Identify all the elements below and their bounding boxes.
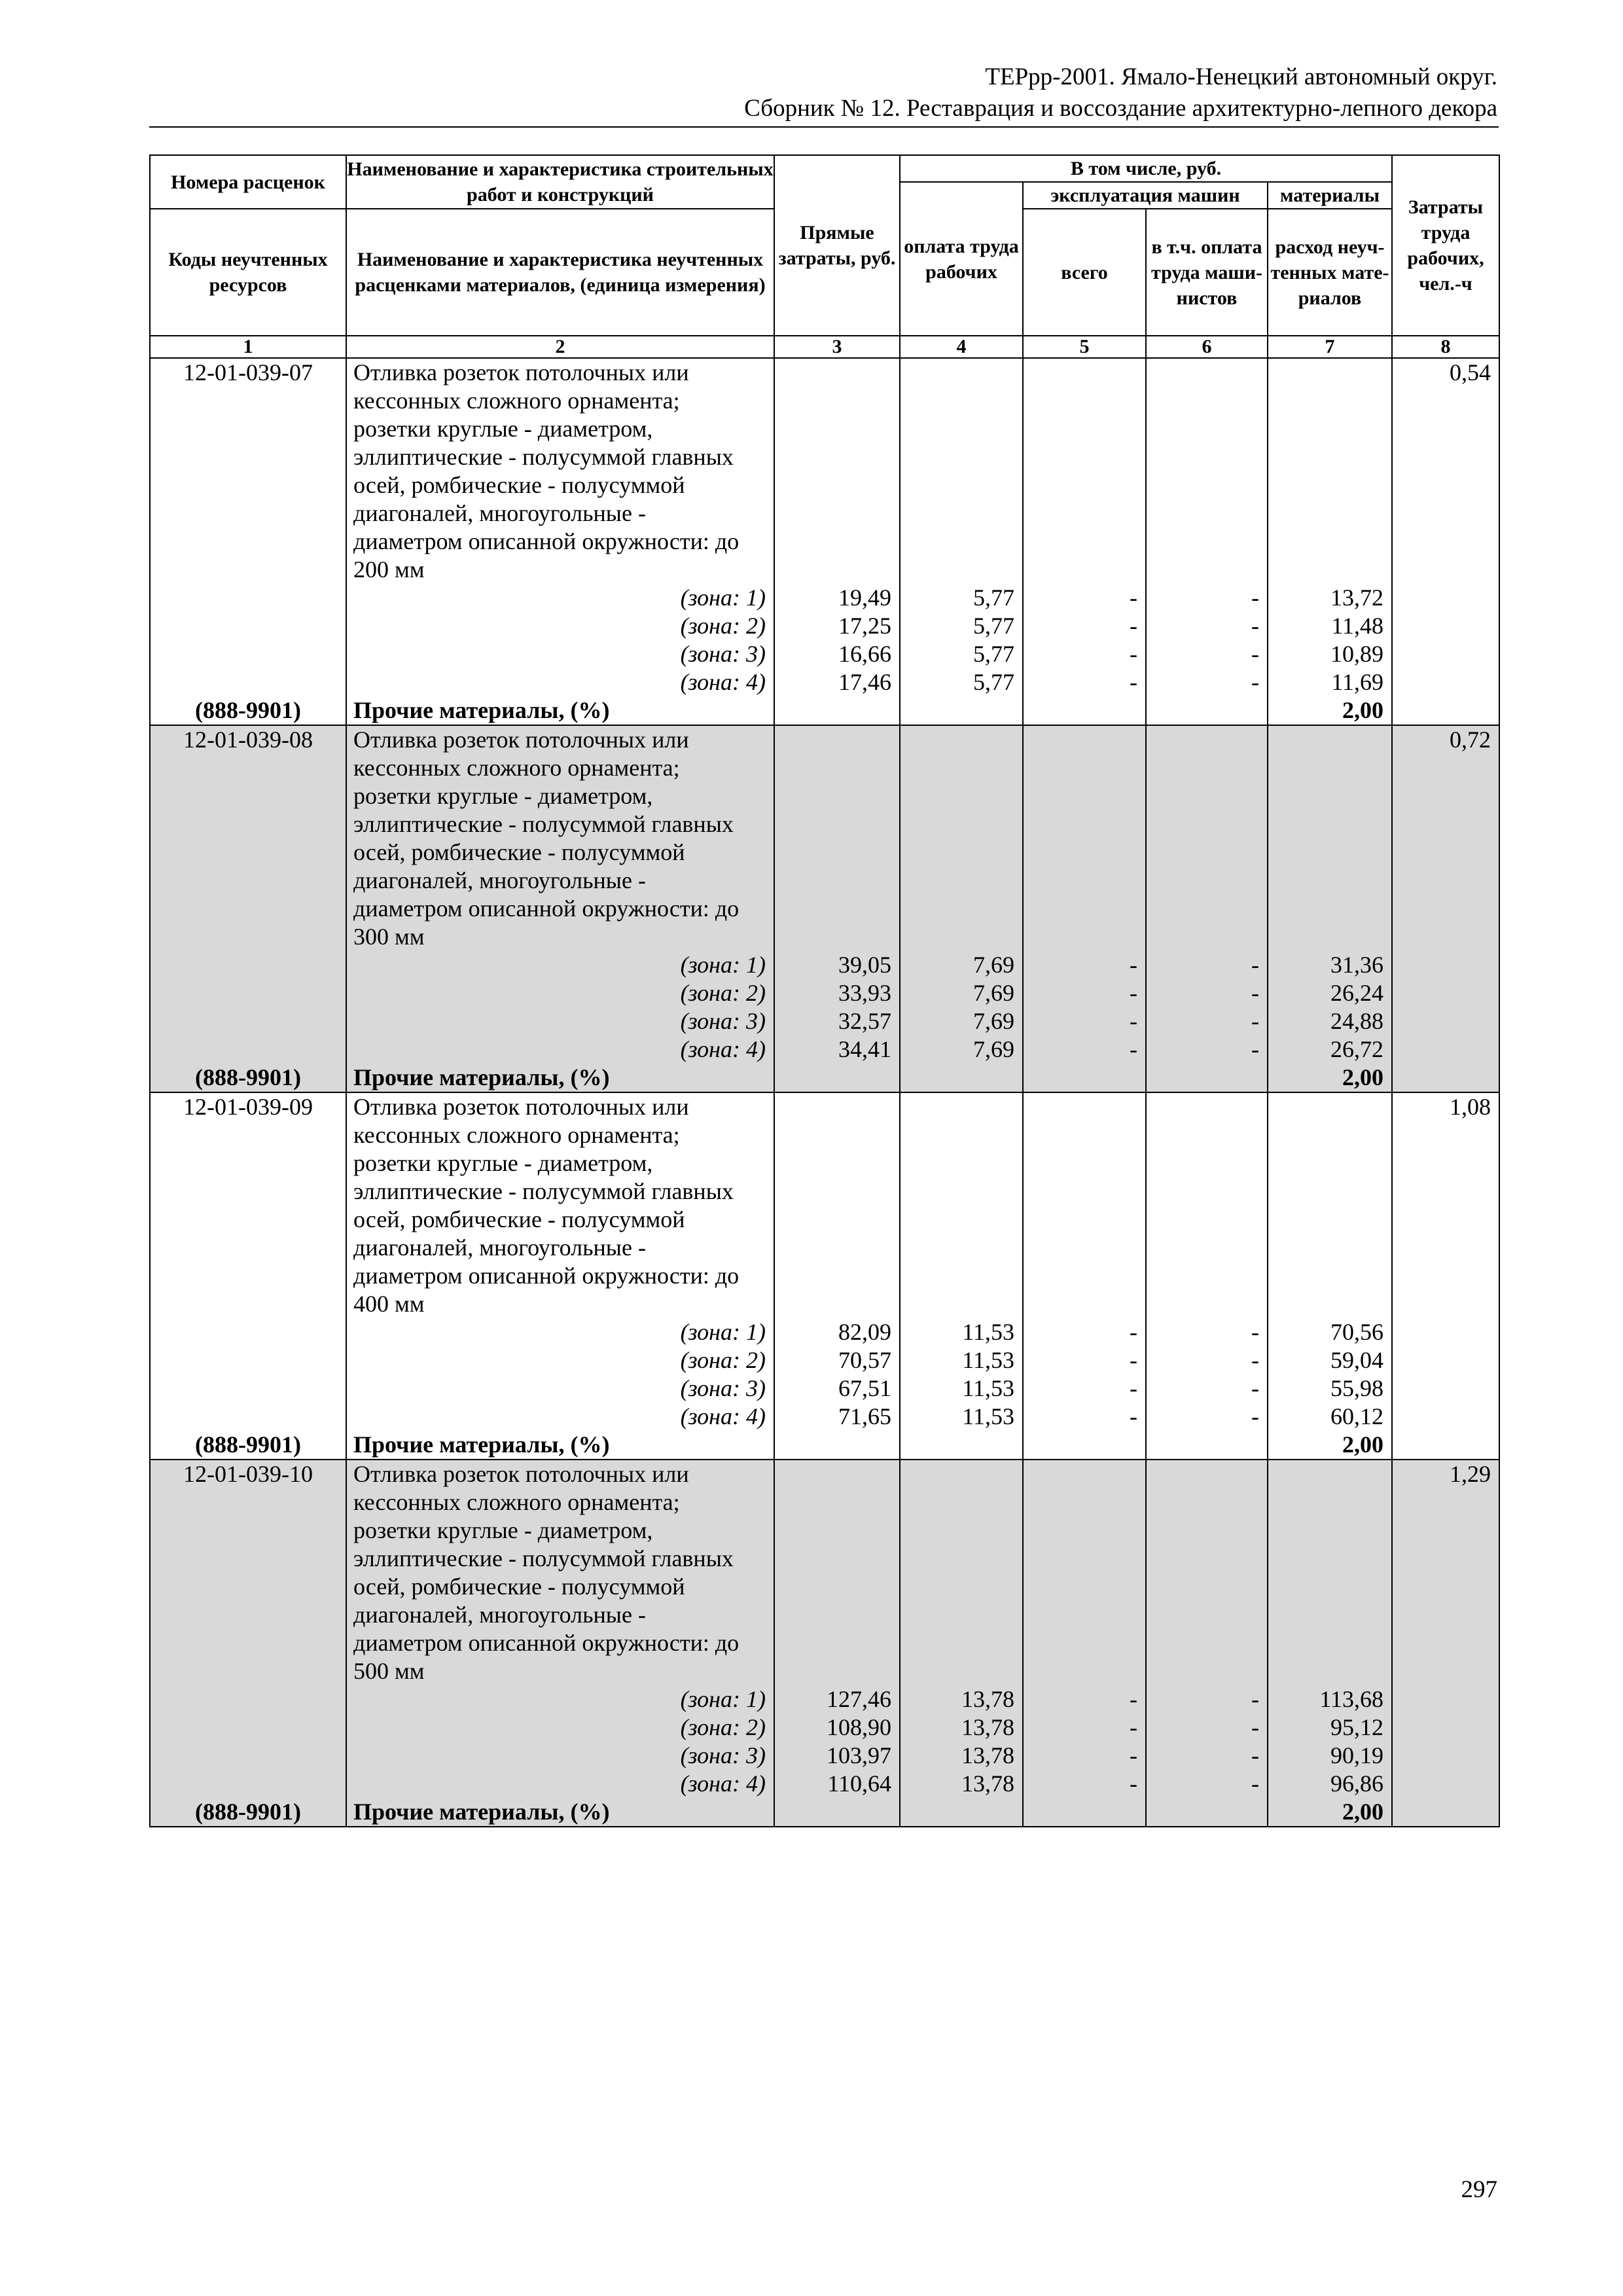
column-numbers-row [150,336,1499,358]
table-row [150,1092,1499,1460]
materials-value: 70,56 [1330,1319,1383,1345]
rate-description-cell [346,358,774,725]
workers-pay-value: 13,78 [961,1714,1014,1740]
th-total: всего [1023,209,1146,336]
materials-value: 24,88 [1330,1008,1383,1034]
materials-cell [1268,1460,1392,1827]
direct-cost-value: 110,64 [827,1770,891,1797]
zone-label: (зона: 1) [680,1319,766,1345]
direct-costs-cell [774,1092,900,1460]
direct-cost-value: 71,65 [838,1403,891,1429]
zone-label: (зона: 1) [680,584,766,611]
direct-cost-value: 127,46 [827,1686,891,1712]
zone-label: (зона: 3) [680,1742,766,1768]
direct-costs-cell [774,725,900,1092]
th-unaccounted-materials: расход неуч- тенных мате- риалов [1268,209,1392,336]
workers-pay-cell [900,725,1023,1092]
machinists-pay-value: - [1251,669,1259,695]
description-line: розетки круглые - диаметром, [353,783,653,809]
th-workers-pay: оплата труда рабочих [900,182,1023,336]
materials-value: 11,48 [1331,613,1383,639]
th-materials: материалы [1268,182,1392,209]
description-line: кессонных сложного орнамента; [353,755,680,781]
direct-cost-value: 32,57 [838,1008,891,1034]
labor-value: 0,72 [1450,726,1491,753]
workers-pay-value: 13,78 [961,1686,1014,1712]
machines-total-value: - [1130,1036,1137,1062]
table-row [150,1460,1499,1827]
machinists-pay-value: - [1251,1770,1259,1797]
rate-code-cell [150,1460,346,1827]
machines-total-value: - [1130,641,1137,667]
machinists-pay-value: - [1251,1714,1259,1740]
rate-code-cell [150,725,346,1092]
th-labor-costs: Затраты труда рабочих, чел.-ч [1392,155,1499,336]
description-line: осей, ромбические - полусуммой [353,1573,685,1600]
machinists-pay-value: - [1251,1742,1259,1768]
materials-value: 31,36 [1330,952,1383,978]
labor-costs-cell [1392,725,1499,1092]
description-line: розетки круглые - диаметром, [353,1517,653,1543]
machines-total-value: - [1130,1347,1137,1373]
zone-label: (зона: 2) [680,980,766,1006]
workers-pay-cell [900,1092,1023,1460]
zone-label: (зона: 3) [680,1375,766,1401]
rate-code: 12-01-039-09 [183,1094,313,1120]
direct-cost-value: 82,09 [838,1319,891,1345]
th-materials-name: Наименование и характеристика неучтенных расценками материалов, (единица измерения) [346,209,774,336]
description-line: Отливка розеток потолочных или [353,726,689,753]
materials-value: 59,04 [1330,1347,1383,1373]
zone-label: (зона: 4) [680,1770,766,1797]
machinists-pay-value: - [1251,641,1259,667]
rate-code: 12-01-039-08 [183,726,313,753]
machinists-pay-value: - [1251,1347,1259,1373]
direct-cost-value: 70,57 [838,1347,891,1373]
machines-total-value: - [1130,952,1137,978]
materials-value: 95,12 [1330,1714,1383,1740]
th-works-name: Наименование и характеристика строительных работ и конструкций [346,155,774,209]
header-rule [149,126,1499,128]
resource-name: Прочие материалы, (%) [353,1431,610,1458]
resource-value: 2,00 [1342,1431,1383,1458]
col-number: 7 [1268,336,1392,358]
description-line: диаметром описанной окружности: до [353,895,740,922]
machines-total-value: - [1130,1770,1137,1797]
workers-pay-cell [900,1460,1023,1827]
machines-total-value: - [1130,669,1137,695]
description-line: Отливка розеток потолочных или [353,1461,689,1487]
zone-label: (зона: 2) [680,1714,766,1740]
resource-name: Прочие материалы, (%) [353,1799,610,1825]
rate-code-cell [150,1092,346,1460]
running-header-line1: ТЕРрр-2001. Ямало-Ненецкий автономный округ. [985,63,1497,90]
direct-cost-value: 33,93 [838,980,891,1006]
running-header-line2: Сборник № 12. Реставрация и воссоздание архитектурно-лепного декора [744,95,1497,122]
materials-value: 55,98 [1330,1375,1383,1401]
machinists-pay-value: - [1251,584,1259,611]
labor-value: 1,08 [1450,1094,1491,1120]
zone-label: (зона: 4) [680,669,766,695]
labor-costs-cell [1392,358,1499,725]
table-row [150,725,1499,1092]
description-line: диагоналей, многоугольные - [353,1234,646,1261]
machinists-pay-value: - [1251,1375,1259,1401]
description-line: диагоналей, многоугольные - [353,1602,646,1628]
description-line: диаметром описанной окружности: до [353,1630,740,1656]
description-line: осей, ромбические - полусуммой [353,1206,685,1232]
direct-cost-value: 34,41 [838,1036,891,1062]
th-machine-operation: эксплуатация машин [1023,182,1268,209]
machines-total-cell [1023,1460,1146,1827]
labor-costs-cell [1392,1092,1499,1460]
machines-total-value: - [1130,1319,1137,1345]
rate-code: 12-01-039-07 [183,359,313,386]
workers-pay-value: 13,78 [961,1742,1014,1768]
resource-value: 2,00 [1342,697,1383,723]
col-number: 5 [1023,336,1146,358]
zone-label: (зона: 4) [680,1403,766,1429]
labor-costs-cell [1392,1460,1499,1827]
machinists-pay-value: - [1251,613,1259,639]
description-line: диаметром описанной окружности: до [353,1263,740,1289]
resource-name: Прочие материалы, (%) [353,697,610,723]
machinists-pay-cell [1146,725,1268,1092]
workers-pay-value: 7,69 [973,980,1014,1006]
th-resource-codes: Коды неучтенных ресурсов [150,209,346,336]
materials-cell [1268,1092,1392,1460]
rate-block [150,1092,1499,1460]
workers-pay-cell [900,358,1023,725]
workers-pay-value: 5,77 [973,584,1014,611]
machines-total-value: - [1130,1008,1137,1034]
rate-description-cell [346,1460,774,1827]
materials-cell [1268,725,1392,1092]
machines-total-value: - [1130,1686,1137,1712]
description-line: 200 мм [353,556,425,583]
col-number: 4 [900,336,1023,358]
rate-code-cell [150,358,346,725]
machines-total-value: - [1130,980,1137,1006]
description-line: диаметром описанной окружности: до [353,528,740,554]
rate-block [150,358,1499,725]
workers-pay-value: 11,53 [962,1375,1014,1401]
machines-total-value: - [1130,1714,1137,1740]
rate-block [150,1460,1499,1827]
zone-label: (зона: 1) [680,952,766,978]
workers-pay-value: 11,53 [962,1403,1014,1429]
resource-value: 2,00 [1342,1799,1383,1825]
resource-value: 2,00 [1342,1064,1383,1090]
machines-total-value: - [1130,613,1137,639]
direct-cost-value: 16,66 [838,641,891,667]
materials-value: 60,12 [1330,1403,1383,1429]
rate-description-cell [346,1092,774,1460]
machinists-pay-cell [1146,358,1268,725]
col-number: 2 [346,336,774,358]
materials-value: 10,89 [1330,641,1383,667]
description-line: осей, ромбические - полусуммой [353,472,685,498]
zone-label: (зона: 1) [680,1686,766,1712]
description-line: эллиптические - полусуммой главных [353,1545,734,1571]
materials-cell [1268,358,1392,725]
machines-total-value: - [1130,1375,1137,1401]
description-line: Отливка розеток потолочных или [353,359,689,386]
machines-total-cell [1023,358,1146,725]
machinists-pay-value: - [1251,1319,1259,1345]
table-row [150,358,1499,725]
th-rate-numbers: Номера расценок [150,155,346,209]
materials-value: 113,68 [1319,1686,1383,1712]
description-line: эллиптические - полусуммой главных [353,811,734,837]
machinists-pay-value: - [1251,1008,1259,1034]
description-line: розетки круглые - диаметром, [353,1150,653,1176]
rate-description-cell [346,725,774,1092]
rate-code: 12-01-039-10 [183,1461,313,1487]
machines-total-value: - [1130,1403,1137,1429]
materials-value: 26,24 [1330,980,1383,1006]
direct-cost-value: 17,46 [838,669,891,695]
materials-value: 96,86 [1330,1770,1383,1797]
materials-value: 13,72 [1330,584,1383,611]
workers-pay-value: 5,77 [973,641,1014,667]
description-line: диагоналей, многоугольные - [353,867,646,893]
workers-pay-value: 13,78 [961,1770,1014,1797]
machinists-pay-value: - [1251,1403,1259,1429]
zone-label: (зона: 3) [680,1008,766,1034]
description-line: эллиптические - полусуммой главных [353,444,734,470]
col-number: 1 [150,336,346,358]
machinists-pay-value: - [1251,980,1259,1006]
rate-block [150,725,1499,1092]
th-direct-costs: Прямые затраты, руб. [774,155,900,336]
workers-pay-value: 5,77 [973,613,1014,639]
resource-name: Прочие материалы, (%) [353,1064,610,1090]
workers-pay-value: 11,53 [962,1319,1014,1345]
table-header [150,155,1499,358]
machines-total-cell [1023,1092,1146,1460]
description-line: 300 мм [353,924,425,950]
description-line: диагоналей, многоугольные - [353,500,646,526]
direct-cost-value: 103,97 [827,1742,891,1768]
zone-label: (зона: 2) [680,613,766,639]
resource-code: (888-9901) [195,1431,301,1458]
machinists-pay-cell [1146,1092,1268,1460]
direct-cost-value: 67,51 [838,1375,891,1401]
description-line: осей, ромбические - полусуммой [353,839,685,865]
direct-cost-value: 108,90 [827,1714,891,1740]
th-machinists-pay: в т.ч. оплата труда маши- нистов [1146,209,1268,336]
direct-costs-cell [774,1460,900,1827]
machinists-pay-value: - [1251,1686,1259,1712]
description-line: кессонных сложного орнамента; [353,1122,680,1148]
zone-label: (зона: 2) [680,1347,766,1373]
col-number: 8 [1392,336,1499,358]
description-line: 500 мм [353,1658,425,1684]
workers-pay-value: 7,69 [973,952,1014,978]
direct-costs-cell [774,358,900,725]
page-number: 297 [1461,2176,1497,2203]
machines-total-value: - [1130,1742,1137,1768]
description-line: кессонных сложного орнамента; [353,1489,680,1515]
zone-label: (зона: 4) [680,1036,766,1062]
description-line: розетки круглые - диаметром, [353,416,653,442]
workers-pay-value: 7,69 [973,1036,1014,1062]
direct-cost-value: 17,25 [838,613,891,639]
labor-value: 0,54 [1450,359,1491,386]
materials-value: 26,72 [1330,1036,1383,1062]
col-number: 3 [774,336,900,358]
rates-table [149,154,1500,1827]
machinists-pay-cell [1146,1460,1268,1827]
workers-pay-value: 11,53 [962,1347,1014,1373]
workers-pay-value: 5,77 [973,669,1014,695]
resource-code: (888-9901) [195,697,301,723]
resource-code: (888-9901) [195,1064,301,1090]
machines-total-value: - [1130,584,1137,611]
resource-code: (888-9901) [195,1799,301,1825]
materials-value: 90,19 [1330,1742,1383,1768]
description-line: Отливка розеток потолочных или [353,1094,689,1120]
machines-total-cell [1023,725,1146,1092]
zone-label: (зона: 3) [680,641,766,667]
running-header [149,62,1497,124]
direct-cost-value: 19,49 [838,584,891,611]
machinists-pay-value: - [1251,1036,1259,1062]
description-line: 400 мм [353,1291,425,1317]
description-line: кессонных сложного орнамента; [353,387,680,414]
machinists-pay-value: - [1251,952,1259,978]
materials-value: 11,69 [1331,669,1383,695]
description-line: эллиптические - полусуммой главных [353,1178,734,1204]
workers-pay-value: 7,69 [973,1008,1014,1034]
th-included: В том числе, руб. [900,155,1392,182]
col-number: 6 [1146,336,1268,358]
labor-value: 1,29 [1450,1461,1491,1487]
direct-cost-value: 39,05 [838,952,891,978]
